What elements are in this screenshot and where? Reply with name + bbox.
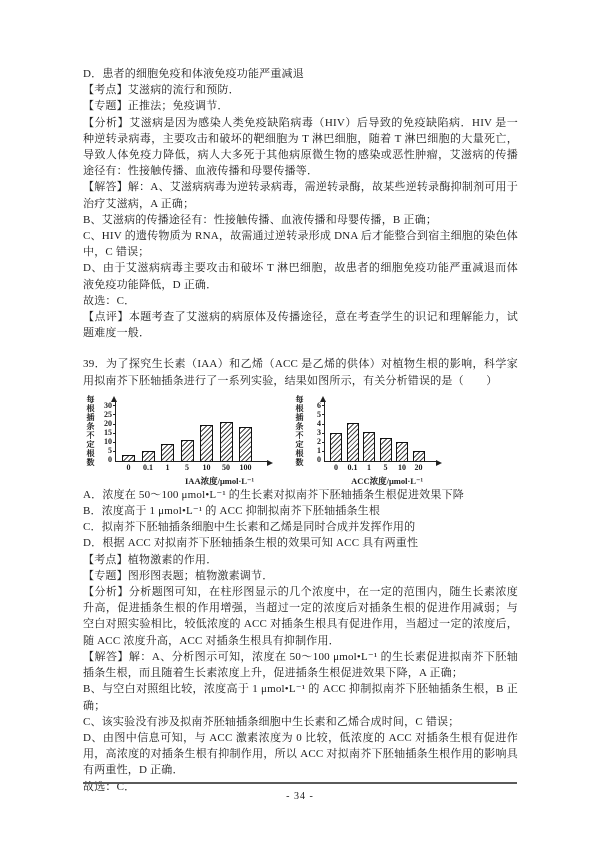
- y-tick-label: 5: [108, 446, 112, 456]
- acc-plot-column: [317, 400, 437, 487]
- iaa-plot-area: [104, 400, 268, 472]
- y-tick-label: 20: [104, 419, 112, 428]
- x-tick-label: 0: [126, 462, 131, 472]
- q39-jieda-d: D、由图中信息可知，与 ACC 激素浓度为 0 比较，低浓度的 ACC 对插条生根有促进作用，高浓度的对插条生根有抑制作用，所以 ACC 对拟南芥下胚轴插条生根作用的影响具有两重性，D 正确．: [83, 731, 518, 777]
- y-tick-mark: [322, 442, 325, 443]
- x-tick-label: 5: [383, 462, 388, 472]
- y-tick-mark: [113, 424, 116, 425]
- q38-kaodian: 【考点】艾滋病的流行和预防．: [83, 84, 240, 97]
- q39-guxuan: 故选：C．: [83, 780, 136, 793]
- y-tick-label: 4: [317, 419, 321, 428]
- q39-option-b: B．浓度高于 1 μmol•L⁻¹ 的 ACC 抑制拟南芥下胚轴插条生根: [83, 505, 381, 518]
- bar-1: [363, 432, 375, 461]
- y-tick-mark: [113, 405, 116, 406]
- bar-1: [161, 444, 174, 461]
- y-tick-mark: [322, 424, 325, 425]
- x-tick-label: 1: [367, 462, 371, 472]
- q38-jieda-c: C、HIV 的遗传物质为 RNA，故需通过逆转录形成 DNA 后才能整合到宿主细胞的染色体中，C 错误；: [83, 230, 518, 259]
- iaa-y-axis-label: 每根插条不定根数: [86, 394, 95, 467]
- footer-rule: [83, 782, 517, 784]
- acc-x-axis-label: ACC浓度/μmol·L⁻¹: [351, 475, 423, 486]
- y-tick-mark: [113, 414, 116, 415]
- bar-0.1: [347, 423, 359, 461]
- y-tick-label: 0: [108, 455, 112, 465]
- question-figure: [85, 393, 518, 486]
- y-tick-label: 5: [317, 409, 321, 419]
- x-tick-label: 5: [185, 462, 189, 472]
- x-tick-label: 0: [334, 462, 338, 472]
- bar-50: [220, 422, 233, 461]
- y-tick-label: 15: [104, 428, 112, 438]
- q39-option-c: C．拟南芥下胚轴插条细胞中生长素和乙烯是同时合成并发挥作用的: [83, 521, 416, 534]
- q39-kaodian: 【考点】植物激素的作用．: [83, 553, 218, 566]
- q39-jieda-c: C、该实验没有涉及拟南芥胚轴插条细胞中生长素和乙烯合成时间，C 错误；: [83, 715, 460, 728]
- acc-bar-chart: [294, 393, 437, 487]
- acc-y-axis-label: 每根插条不定根数: [295, 394, 304, 467]
- bar-20: [413, 451, 425, 461]
- bar-100: [239, 427, 252, 461]
- bar-5: [181, 440, 194, 461]
- y-tick-label: 1: [317, 446, 321, 456]
- y-tick-mark: [322, 451, 325, 452]
- q39-option-a: A．浓度在 50～100 μmol•L⁻¹ 的生长素对拟南芥下胚轴插条生根促进效果下降: [83, 488, 464, 501]
- q38-guxuan: 故选：C．: [83, 294, 136, 307]
- bar-0.1: [142, 451, 155, 461]
- q39-stem: 39．为了探究生长素（IAA）和乙烯（ACC 是乙烯的供体）对植物生根的影响，科学家用拟南芥下胚轴插条进行了一系列实验，结果如图所示，有关分析错误的是（ ）: [83, 358, 518, 387]
- y-tick-mark: [322, 414, 325, 415]
- q38-zhuanti: 【专题】正推法；免疫调节．: [83, 100, 229, 113]
- q39-jieda-b: B、与空白对照组比较，浓度高于 1 μmol•L⁻¹ 的 ACC 抑制拟南芥下胚轴插条生根，B 正确；: [83, 683, 518, 712]
- bar-5: [380, 438, 392, 461]
- q39-zhuanti: 【专题】图形图表题；植物激素调节．: [83, 569, 274, 582]
- y-tick-mark: [113, 433, 116, 434]
- bar-0: [122, 455, 135, 460]
- q38-jieda-a: 【解答】解：A、艾滋病病毒为逆转录病毒，需逆转录酶，故某些逆转录酶抑制剂可用于治疗艾滋病，A 正确；: [83, 181, 518, 210]
- y-tick-label: 30: [104, 400, 112, 410]
- y-tick-mark: [322, 405, 325, 406]
- y-tick-mark: [322, 433, 325, 434]
- y-tick-label: 0: [317, 455, 321, 465]
- q38-dianping: 【点评】本题考查了艾滋病的病原体及传播途径，意在考查学生的识记和理解能力，试题难度一般．: [83, 311, 518, 340]
- y-tick-mark: [113, 442, 116, 443]
- q38-fenxi: 【分析】艾滋病是因为感染人类免疫缺陷病毒（HIV）后导致的免疫缺陷病．HIV 是一种逆转录病毒，主要攻击和破坏的靶细胞为 T 淋巴细胞，随着 T 淋巴细胞的大量死亡，导致人体免疫力降低，病人大多死于其他病原微生物的感染或恶性肿瘤，艾滋病的传播途径有：性接触传播、血液传播和母婴传播等．: [83, 116, 518, 178]
- q39-jieda-a: 【解答】解：A、分析图示可知，浓度在 50～100 μmol•L⁻¹ 的生长素促进拟南芥下胚轴插条生根，而且随着生长素浓度上升，促进插条生根促进效果下降，A 正确；: [83, 650, 518, 680]
- y-tick-label: 25: [104, 409, 112, 419]
- x-tick-label: 10: [398, 462, 406, 472]
- x-tick-label: 20: [414, 462, 423, 472]
- q38-option-d: D．患者的细胞免疫和体液免疫功能严重减退: [83, 68, 304, 80]
- acc-plot-area: [317, 400, 437, 472]
- y-tick-label: 6: [317, 400, 321, 410]
- iaa-plot-column: [104, 400, 268, 487]
- bar-10: [396, 442, 408, 461]
- page-footer: [83, 782, 517, 802]
- page-content: [83, 66, 518, 795]
- iaa-bar-chart: [85, 393, 268, 487]
- y-tick-label: 3: [317, 428, 321, 438]
- x-tick-label: 1: [165, 462, 170, 472]
- y-tick-mark: [113, 451, 116, 452]
- x-tick-label: 10: [202, 462, 211, 472]
- q38-jieda-b: B、艾滋病的传播途径有：性接触传播、血液传播和母婴传播，B 正确；: [83, 213, 438, 226]
- y-tick-label: 10: [104, 437, 112, 447]
- iaa-x-axis-label: IAA浓度/μmol·L⁻¹: [185, 475, 254, 486]
- q39-fenxi: 【分析】分析题图可知，在柱形图显示的几个浓度中，在一定的范围内，随生长素浓度升高，促进插条生根的作用增强，当超过一定的浓度后对插条生根的促进作用减弱；与空白对照实验相比，较低浓度的 ACC 对插条生根具有促进作用，当超过一定的浓度后，随 ACC 浓度升高，ACC 对插条生根具有抑制作用．: [83, 586, 518, 647]
- x-tick-label: 100: [239, 462, 252, 472]
- x-tick-label: 50: [222, 462, 230, 472]
- q38-jieda-d: D、由于艾滋病病毒主要攻击和破坏 T 淋巴细胞，故患者的细胞免疫功能严重减退而体液免疫功能降低，D 正确．: [83, 262, 518, 291]
- page-number: - 34 -: [286, 791, 314, 802]
- x-tick-label: 0.1: [347, 462, 358, 472]
- bar-0: [330, 433, 342, 461]
- bar-10: [200, 425, 213, 461]
- q39-option-d: D．根据 ACC 对拟南芥下胚轴插条生根的效果可知 ACC 具有两重性: [83, 537, 419, 550]
- y-tick-label: 2: [317, 437, 321, 447]
- x-tick-label: 0.1: [143, 462, 153, 472]
